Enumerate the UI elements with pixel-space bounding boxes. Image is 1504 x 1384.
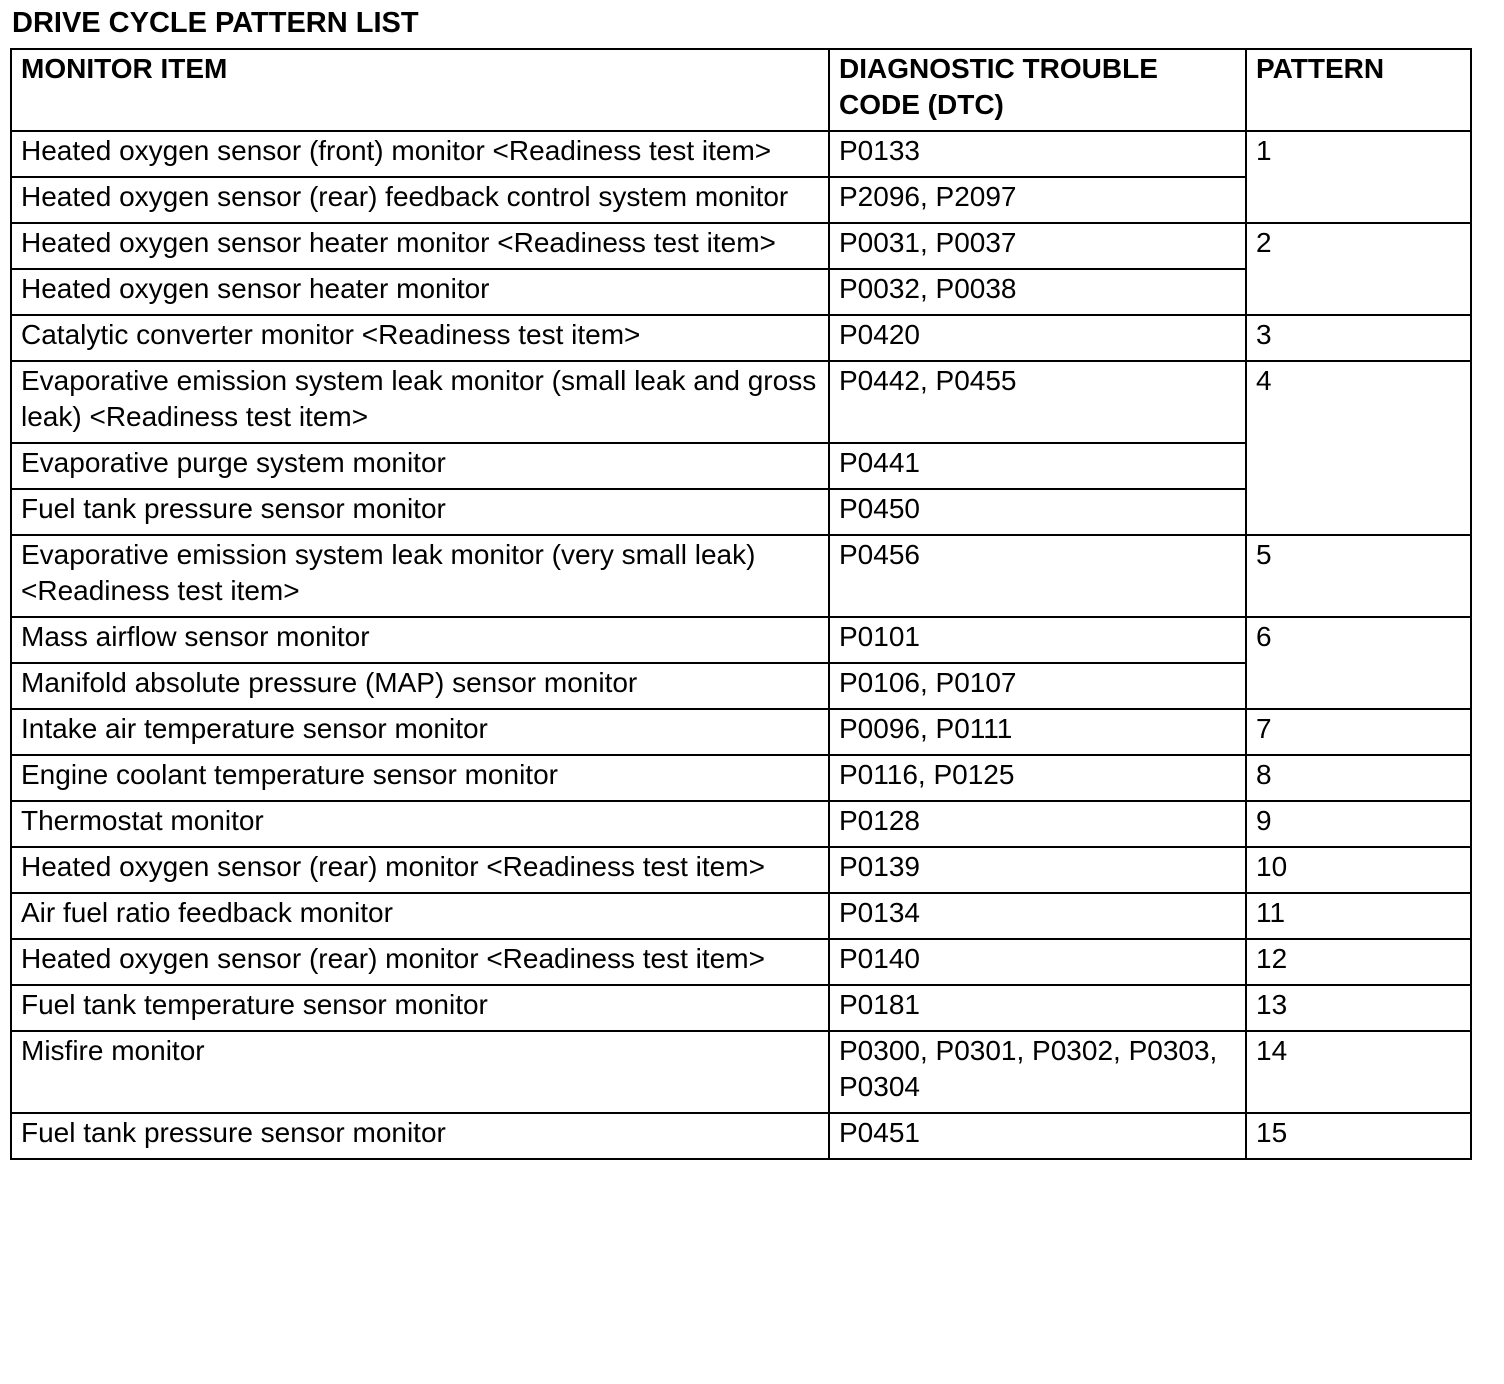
header-monitor-item: MONITOR ITEM [11,49,829,131]
dtc-cell: P0116, P0125 [829,755,1246,801]
pattern-cell: 8 [1246,755,1471,801]
header-dtc: DIAGNOSTIC TROUBLE CODE (DTC) [829,49,1246,131]
dtc-cell: P0300, P0301, P0302, P0303, P0304 [829,1031,1246,1113]
table-row [11,847,1471,893]
monitor-item-cell: Evaporative purge system monitor [11,443,829,489]
pattern-cell: 12 [1246,939,1471,985]
monitor-item-cell: Catalytic converter monitor <Readiness test item> [11,315,829,361]
page-title: DRIVE CYCLE PATTERN LIST [12,7,419,39]
dtc-cell: P0456 [829,535,1246,617]
pattern-cell: 1 [1246,131,1471,223]
pattern-cell: 6 [1246,617,1471,709]
dtc-cell: P0181 [829,985,1246,1031]
monitor-item-cell: Evaporative emission system leak monitor (very small leak) <Readiness test item> [11,535,829,617]
dtc-cell: P0101 [829,617,1246,663]
monitor-item-cell: Heated oxygen sensor (rear) monitor <Readiness test item> [11,939,829,985]
monitor-item-cell: Evaporative emission system leak monitor (small leak and gross leak) <Readiness test item> [11,361,829,443]
monitor-item-cell: Heated oxygen sensor (front) monitor <Readiness test item> [11,131,829,177]
dtc-cell: P0450 [829,489,1246,535]
table-row [11,709,1471,755]
table-row [11,1031,1471,1113]
monitor-item-cell: Heated oxygen sensor (rear) feedback control system monitor [11,177,829,223]
dtc-cell: P0031, P0037 [829,223,1246,269]
monitor-item-cell: Mass airflow sensor monitor [11,617,829,663]
monitor-item-cell: Engine coolant temperature sensor monitor [11,755,829,801]
dtc-cell: P0096, P0111 [829,709,1246,755]
monitor-item-cell: Manifold absolute pressure (MAP) sensor monitor [11,663,829,709]
table-row [11,801,1471,847]
monitor-item-cell: Heated oxygen sensor heater monitor [11,269,829,315]
dtc-cell: P0106, P0107 [829,663,1246,709]
table-row [11,535,1471,617]
table-row [11,131,1471,177]
table-row [11,755,1471,801]
dtc-cell: P0140 [829,939,1246,985]
pattern-cell: 5 [1246,535,1471,617]
dtc-cell: P0128 [829,801,1246,847]
pattern-cell: 11 [1246,893,1471,939]
monitor-item-cell: Intake air temperature sensor monitor [11,709,829,755]
table-row [11,361,1471,443]
dtc-cell: P0134 [829,893,1246,939]
table-row [11,985,1471,1031]
pattern-cell: 14 [1246,1031,1471,1113]
dtc-cell: P0442, P0455 [829,361,1246,443]
header-pattern: PATTERN [1246,49,1471,131]
dtc-cell: P0420 [829,315,1246,361]
table-header [11,49,1471,131]
pattern-cell: 10 [1246,847,1471,893]
pattern-cell: 2 [1246,223,1471,315]
drive-cycle-pattern-table [10,48,1472,1160]
table-row [11,939,1471,985]
dtc-cell: P2096, P2097 [829,177,1246,223]
monitor-item-cell: Fuel tank pressure sensor monitor [11,1113,829,1159]
table-row [11,223,1471,269]
pattern-cell: 9 [1246,801,1471,847]
table-row [11,315,1471,361]
dtc-cell: P0441 [829,443,1246,489]
monitor-item-cell: Fuel tank temperature sensor monitor [11,985,829,1031]
monitor-item-cell: Air fuel ratio feedback monitor [11,893,829,939]
pattern-cell: 7 [1246,709,1471,755]
pattern-cell: 3 [1246,315,1471,361]
pattern-cell: 4 [1246,361,1471,535]
pattern-cell: 13 [1246,985,1471,1031]
dtc-cell: P0451 [829,1113,1246,1159]
dtc-cell: P0139 [829,847,1246,893]
monitor-item-cell: Thermostat monitor [11,801,829,847]
dtc-cell: P0032, P0038 [829,269,1246,315]
header-row [11,49,1471,131]
monitor-item-cell: Heated oxygen sensor heater monitor <Readiness test item> [11,223,829,269]
table-row [11,617,1471,663]
pattern-cell: 15 [1246,1113,1471,1159]
table-row [11,893,1471,939]
monitor-item-cell: Fuel tank pressure sensor monitor [11,489,829,535]
table-row [11,1113,1471,1159]
monitor-item-cell: Heated oxygen sensor (rear) monitor <Readiness test item> [11,847,829,893]
monitor-item-cell: Misfire monitor [11,1031,829,1113]
table-body [11,131,1471,1159]
dtc-cell: P0133 [829,131,1246,177]
